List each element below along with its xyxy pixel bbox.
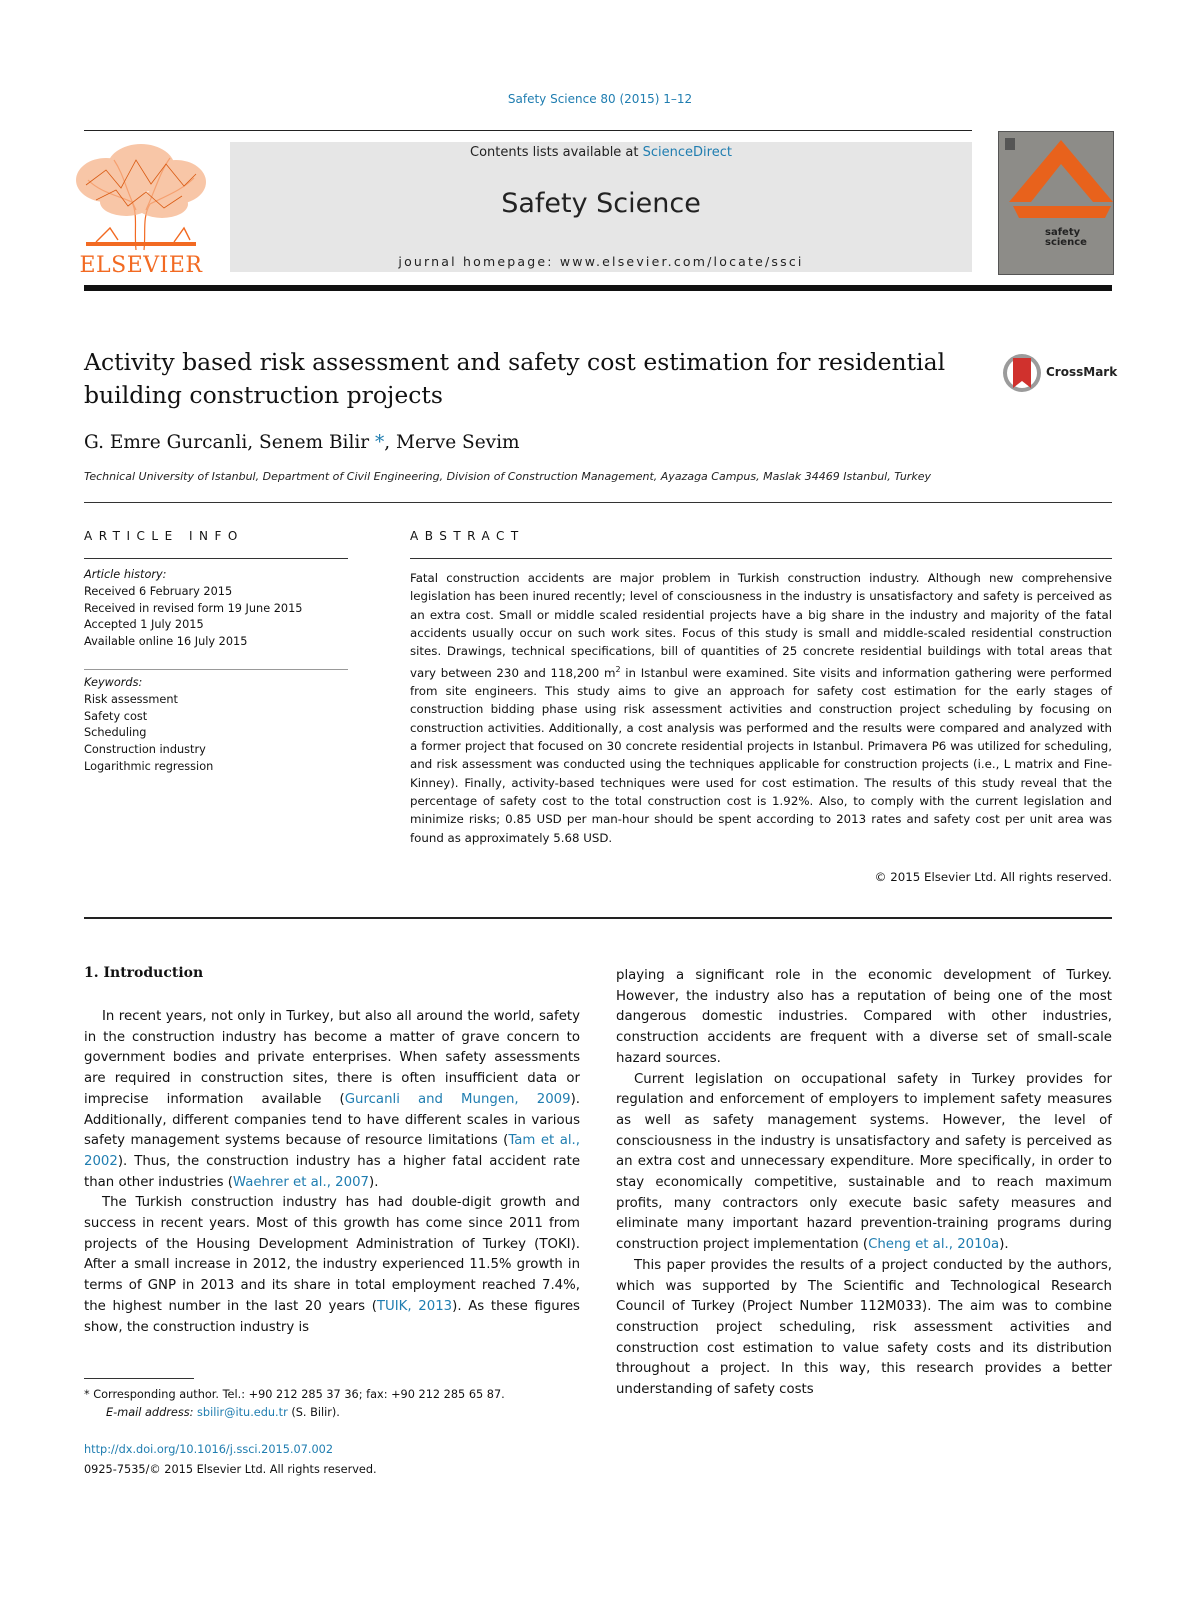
keyword-item: Scheduling <box>84 726 147 740</box>
journal-banner <box>230 142 972 272</box>
body-rule <box>84 917 1112 919</box>
keyword-item: Safety cost <box>84 709 148 723</box>
keyword-item: Logarithmic regression <box>84 759 214 773</box>
crossmark-button[interactable] <box>1002 352 1118 394</box>
body-column-left <box>84 1007 580 1338</box>
crossmark-icon <box>1002 352 1042 394</box>
homepage-url-link[interactable]: www.elsevier.com/locate/ssci <box>559 254 804 269</box>
journal-name: Safety Science <box>501 188 701 219</box>
footnote-marker: * <box>84 1388 90 1401</box>
history-item: Accepted 1 July 2015 <box>84 618 204 632</box>
email-link[interactable]: sbilir@itu.edu.tr <box>197 1406 288 1419</box>
history-item: Available online 16 July 2015 <box>84 635 248 649</box>
journal-cover-image[interactable] <box>998 131 1114 275</box>
history-label: Article history: <box>84 568 167 581</box>
body-column-right <box>616 966 1112 1401</box>
corresponding-author-marker[interactable]: * <box>375 432 385 453</box>
homepage-line <box>230 254 972 269</box>
authors-text: G. Emre Gurcanli, Senem Bilir <box>84 432 370 453</box>
keywords <box>84 675 348 776</box>
footnote-rule <box>84 1378 194 1379</box>
paragraph: Current legislation on occupational safety in Turkey provides for regulation and enforcement of employers to implement safety measures as well as safety management systems. However, the level of consciousness in the industry is unsatisfactory and safety is perceived as an extra cost and unnecessary expenditure. More specifically, in order to stay economically competitive, sustainable and to reach maximum profits, many contractors only execute basic safety measures and eliminate many important hazard prevention-training programs during construction project implementation (Cheng et al., 2010a). <box>616 1071 1112 1253</box>
doi-block <box>84 1440 580 1480</box>
section-heading-introduction: 1. Introduction <box>84 965 204 981</box>
paragraph: In recent years, not only in Turkey, but also all around the world, safety in the construction industry has become a matter of grave concern to government bodies and private enterprises. When safety assessments are required in construction sites, there is often insufficient data or imprecise information available (Gurcanli and Mungen, 2009). Additionally, different companies tend to have different scales in various safety management systems because of resource limitations (Tam et al., 2002). Thus, the construction industry has a higher fatal accident rate than other industries (Waehrer et al., 2007). <box>84 1009 581 1190</box>
keywords-rule <box>84 669 348 670</box>
article-history <box>84 567 348 651</box>
abstract-copyright: © 2015 Elsevier Ltd. All rights reserved. <box>874 870 1112 884</box>
article-info-heading: ARTICLE INFO <box>84 529 244 543</box>
keywords-label: Keywords: <box>84 676 143 689</box>
citation-link[interactable]: Gurcanli and Mungen, 2009 <box>344 1091 571 1107</box>
sciencedirect-link[interactable]: ScienceDirect <box>642 145 732 160</box>
info-rule <box>84 502 1112 503</box>
article-info-rule <box>84 558 348 559</box>
running-header[interactable]: Safety Science 80 (2015) 1–12 <box>507 92 693 106</box>
email-suffix: (S. Bilir). <box>291 1406 340 1419</box>
paragraph: This paper provides the results of a project conducted by the authors, which was supported by The Scientific and Technological Research Council of Turkey (Project Number 112M033). The aim was to combine construction project scheduling, risk assessment activities and construction cost estimation to value safety costs and its distribution throughout a project. In this way, this research provides a better understanding of safety costs <box>616 1257 1112 1398</box>
homepage-prefix: journal homepage: <box>398 254 554 269</box>
keyword-item: Risk assessment <box>84 692 178 706</box>
history-item: Received in revised form 19 June 2015 <box>84 601 303 615</box>
keyword-item: Construction industry <box>84 743 206 757</box>
citation-link[interactable]: Tam et al., 2002 <box>84 1133 581 1169</box>
masthead-rule <box>84 285 1112 291</box>
authors-text-end: , Merve Sevim <box>384 432 520 453</box>
paragraph: playing a significant role in the economic development of Turkey. However, the industry also has a reputation of being one of the most dangerous domestic industries. Compared with other industries, construction accidents are frequent with a diverse set of small-scale hazard sources. <box>616 968 1112 1066</box>
contents-prefix: Contents lists available at <box>470 145 639 160</box>
footnote <box>84 1386 580 1422</box>
corresponding-author-note: Corresponding author. Tel.: +90 212 285 37 36; fax: +90 212 285 65 87. <box>93 1388 505 1401</box>
author-list <box>84 432 520 453</box>
publisher-wordmark: ELSEVIER <box>79 253 203 278</box>
cover-title: safety science <box>1045 227 1087 248</box>
issn-line: 0925-7535/© 2015 Elsevier Ltd. All rights reserved. <box>84 1463 377 1476</box>
paragraph: The Turkish construction industry has had double-digit growth and success in recent years. Most of this growth has come since 2011 from projects of the Housing Development Administration of Turkey (TOKI). After a small increase in 2012, the industry experienced 11.5% growth in terms of GNP in 2013 and its share in total employment reached 7.4%, the highest number in the last 20 years (TUIK, 2013). As these figures show, the construction industry is <box>84 1195 580 1335</box>
abstract-rule <box>410 558 1112 559</box>
cover-triangle-icon <box>999 132 1113 274</box>
abstract-heading: ABSTRACT <box>410 529 525 543</box>
history-item: Received 6 February 2015 <box>84 584 233 598</box>
citation-link[interactable]: TUIK, 2013 <box>376 1298 453 1314</box>
citation-link[interactable]: Cheng et al., 2010a <box>868 1237 1000 1253</box>
abstract-text: Fatal construction accidents are major problem in Turkish construction industry. Although new comprehensive legislation has been inured recently; level of consciousness in the industry is unsatisfactory and safety is perceived as an extra cost. Small or middle scaled residential projects have a big share in the industry and majority of the fatal accidents usually occur on such work sites. Focus of this study is small and middle-scaled residential construction sites. Drawings, technical specifications, bill of quantities of 25 concrete residential buildings with total areas that vary between 230 and 118,200 $m^2$ in Istanbul were examined. Site visits and information gathering were performed from site engineers. This study aims to give an approach for safety cost estimation for the early stages of construction bidding phase using risk assessment activities and construction project scheduling by focusing on construction activities. Additionally, a cost analysis was performed and the results were compared and analyzed with a former project that focused on 30 concrete residential projects in Istanbul. Primavera P6 was utilized for scheduling, and risk assessment was conducted using the techniques applicable for construction projects (i.e., L matrix and Fine-Kinney). Finally, activity-based techniques were used for cost estimation. The results of this study reveal that the percentage of safety cost to the total construction cost is 1.92%. Also, to comply with the current legislation and minimize risks; 0.85 USD per man-hour should be spent according to 2013 rates and safety cost per unit area was found as approximately 5.68 USD. <box>410 571 1112 845</box>
crossmark-label: CrossMark <box>1046 365 1118 379</box>
email-label: E-mail address: <box>106 1406 194 1419</box>
article-title: Activity based risk assessment and safety cost estimation for residential building construction projects <box>84 348 946 409</box>
affiliation: Technical University of Istanbul, Department of Civil Engineering, Division of Construction Management, Ayazaga Campus, Maslak 34469 Istanbul, Turkey <box>84 470 931 483</box>
citation-link[interactable]: Waehrer et al., 2007 <box>232 1174 370 1190</box>
top-rule <box>84 130 972 131</box>
contents-line <box>230 145 972 160</box>
doi-link[interactable]: http://dx.doi.org/10.1016/j.ssci.2015.07.002 <box>84 1443 334 1456</box>
